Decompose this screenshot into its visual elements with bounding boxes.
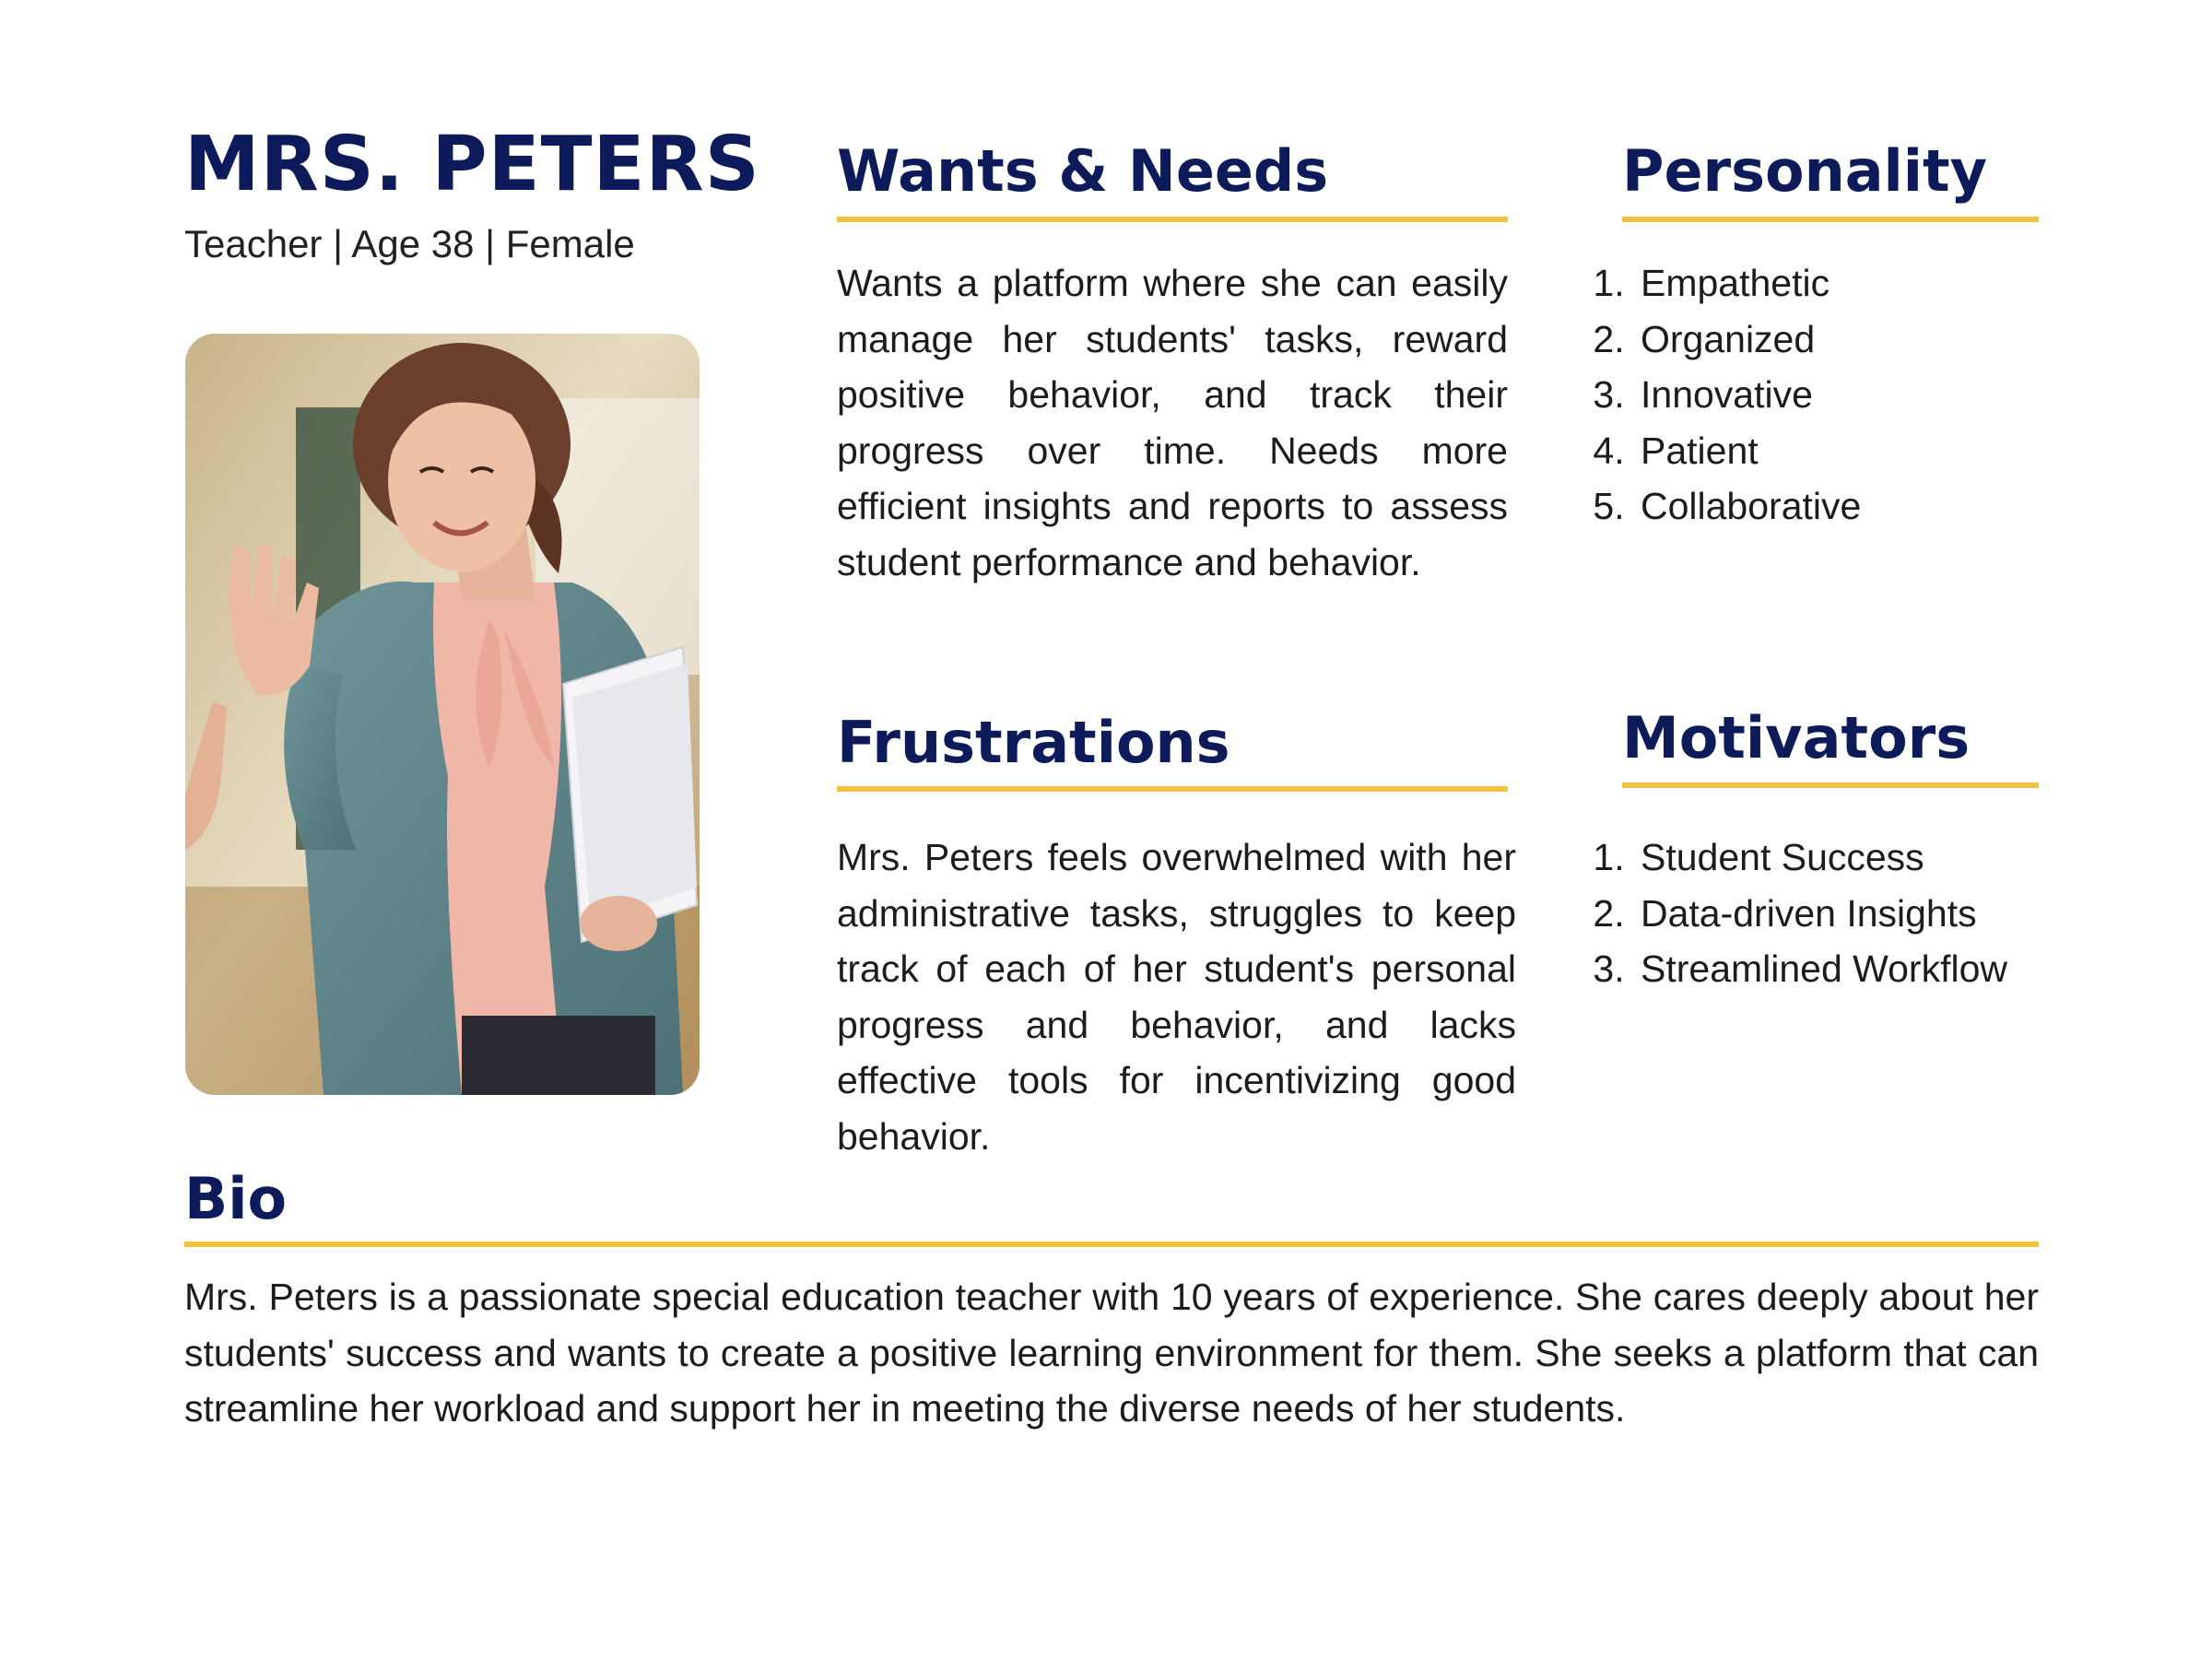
bio-divider (184, 1241, 2039, 1247)
personality-divider (1622, 217, 2039, 222)
frustrations-divider (837, 786, 1508, 792)
personality-item: 1. Empathetic (1635, 255, 1861, 312)
motivators-divider (1622, 782, 2039, 788)
bio-text: Mrs. Peters is a passionate special education teacher with 10 years of experience. She cares deeply about her students' success and wants to create a positive learning environment for them. She seeks a platform that can streamline her workload and support her in meeting the diverse needs of her students. (184, 1276, 2039, 1430)
personality-item: 2. Organized (1635, 312, 1861, 368)
persona-name: MRS. PETERS (184, 121, 760, 208)
motivator-item: 1. Student Success (1635, 830, 2007, 886)
motivator-item: 2. Data-driven Insights (1635, 886, 2007, 942)
teacher-photo (185, 334, 700, 1095)
wants-needs-title: Wants & Needs (837, 137, 1329, 205)
persona-subtitle: Teacher | Age 38 | Female (184, 222, 635, 265)
personality-item: 4. Patient (1635, 423, 1861, 479)
personality-title: Personality (1622, 137, 1988, 205)
personality-list (1580, 255, 1861, 535)
frustrations-title: Frustrations (837, 709, 1230, 776)
motivators-list (1580, 830, 2007, 997)
bio-title: Bio (184, 1165, 288, 1232)
personality-item: 5. Collaborative (1635, 478, 1861, 535)
personality-item: 3. Innovative (1635, 367, 1861, 423)
wants-needs-text: Wants a platform where she can easily manage her students' tasks, reward positive behavior, and track their progress over time. Needs more efficient insights and reports to assess student performance and behavior. (837, 262, 1508, 583)
wants-needs-divider (837, 217, 1508, 222)
motivator-item: 3. Streamlined Workflow (1635, 941, 2007, 997)
motivators-title: Motivators (1622, 704, 1971, 771)
frustrations-text: Mrs. Peters feels overwhelmed with her administrative tasks, struggles to keep track of each of her student's personal progress and behavior, and lacks effective tools for incentivizing good behavior. (837, 836, 1516, 1158)
